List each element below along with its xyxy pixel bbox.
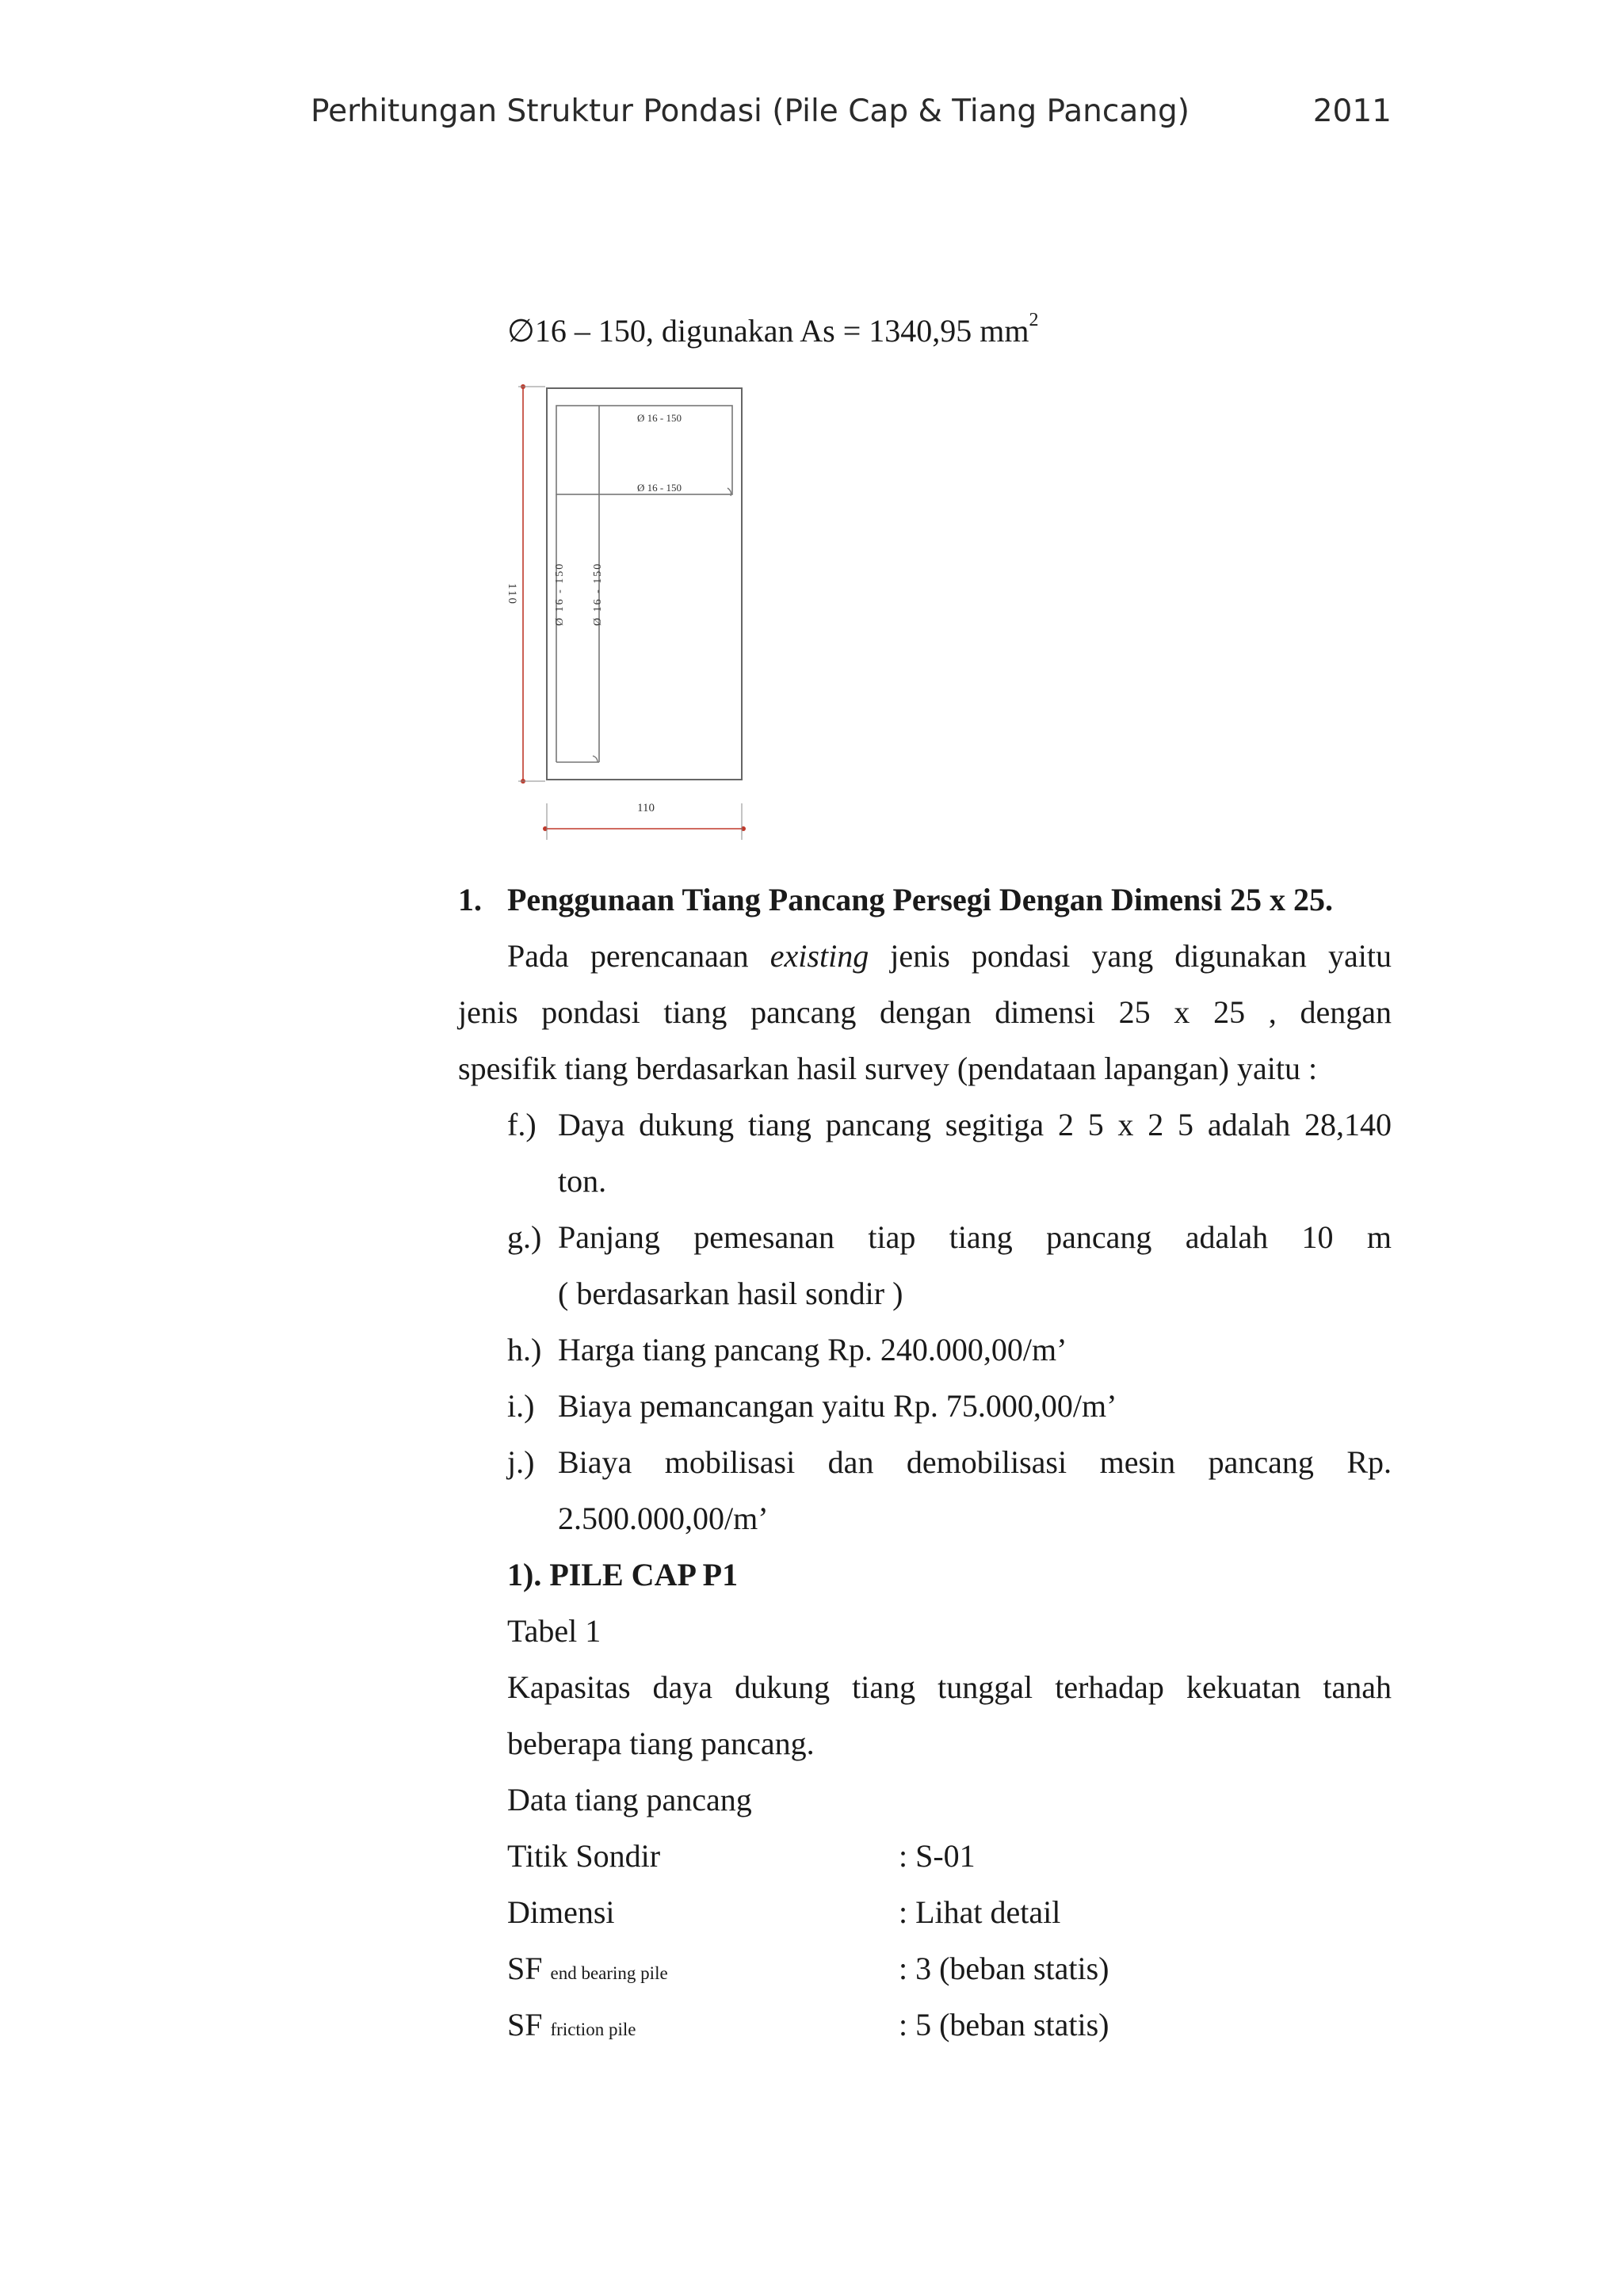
- data-row-value: : Lihat detail: [899, 1894, 1061, 1930]
- reinforcement-line: [507, 312, 1039, 350]
- paragraph-line-3: spesifik tiang berdasarkan hasil survey (pendataan lapangan) yaitu :: [458, 1051, 1318, 1086]
- data-row-label: SF end bearing pile: [507, 1951, 668, 1986]
- header-title: Perhitungan Struktur Pondasi (Pile Cap & Tiang Pancang): [311, 93, 1190, 129]
- page-header: [311, 93, 1392, 129]
- data-row-value: : 3 (beban statis): [899, 1951, 1109, 1986]
- data-title: Data tiang pancang: [507, 1782, 752, 1817]
- list-item-g: g.) Panjang pemesanan tiap tiang pancang adalah 10 m ( berdasarkan hasil sondir ): [507, 1219, 1392, 1311]
- label-left-1: Ø 16 - 150: [554, 562, 566, 626]
- subscript: end bearing pile: [550, 1963, 668, 1983]
- list-item-i: i.) Biaya pemancangan yaitu Rp. 75.000,00/m’: [507, 1388, 1117, 1424]
- label-top: Ø 16 - 150: [637, 412, 682, 424]
- table-label: Tabel 1: [507, 1613, 601, 1649]
- pilecap-heading: 1). PILE CAP P1: [507, 1557, 739, 1592]
- data-row-label: Dimensi: [507, 1894, 615, 1930]
- diameter-symbol: ∅: [507, 313, 535, 349]
- dim-vertical-label: 110: [506, 583, 518, 605]
- label-mid: Ø 16 - 150: [637, 482, 682, 494]
- data-row-value: : 5 (beban statis): [899, 2007, 1109, 2042]
- pilecap-desc-line-1: Kapasitas daya dukung tiang tunggal terhadap kekuatan tanah: [507, 1669, 1392, 1705]
- existing-italic: existing: [769, 938, 869, 974]
- pile-cap-reinforcement-drawing: [490, 376, 759, 851]
- data-row-label: Titik Sondir: [507, 1838, 661, 1874]
- section-heading: Penggunaan Tiang Pancang Persegi Dengan Dimensi 25 x 25.: [507, 882, 1333, 917]
- label-left-2: Ø 16 - 150: [592, 562, 604, 626]
- pilecap-desc-line-2: beberapa tiang pancang.: [507, 1726, 815, 1761]
- paragraph-line-1: Pada perencanaan existing jenis pondasi yang digunakan yaitu: [507, 938, 1392, 974]
- reinforcement-exponent: 2: [1029, 310, 1039, 330]
- data-row-label: SF friction pile: [507, 2007, 636, 2042]
- dim-horizontal-label: 110: [637, 802, 655, 814]
- section-number: 1.: [458, 882, 482, 917]
- list-item-h: h.) Harga tiang pancang Rp. 240.000,00/m’: [507, 1332, 1067, 1367]
- hook-bottom: [593, 756, 598, 762]
- pile-cap-outline: [547, 388, 742, 780]
- paragraph-line-2: jenis pondasi tiang pancang dengan dimensi 25 x 25 , dengan: [458, 994, 1392, 1030]
- data-row-value: : S-01: [899, 1838, 976, 1874]
- list-item-j: j.) Biaya mobilisasi dan demobilisasi mesin pancang Rp. 2.500.000,00/m’: [507, 1444, 1392, 1536]
- header-year: 2011: [1312, 93, 1392, 129]
- subscript: friction pile: [550, 2019, 636, 2039]
- reinforcement-text: 16 – 150, digunakan As = 1340,95 mm: [534, 313, 1029, 349]
- list-item-f: f.) Daya dukung tiang pancang segitiga 2 5 x 2 5 adalah 28,140 ton.: [507, 1107, 1392, 1199]
